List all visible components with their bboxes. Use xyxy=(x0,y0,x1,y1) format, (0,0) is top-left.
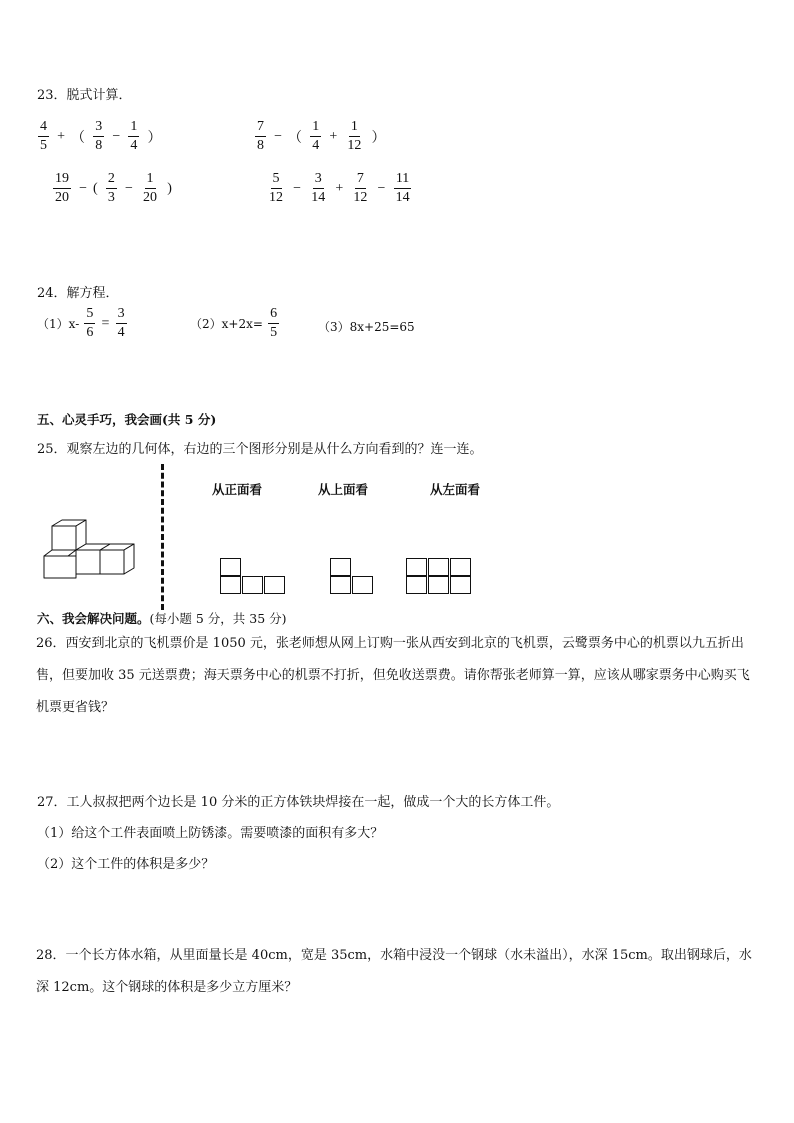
q27-stem: 27．工人叔叔把两个边长是 10 分米的正方体铁块焊接在一起，做成一个大的长方体工件。 xyxy=(37,795,560,810)
fraction: $\frac{3}{4}$ xyxy=(117,306,125,340)
q24-eq3: （3）8x+25=65 xyxy=(318,320,415,334)
q24-title: 24．解方程． xyxy=(37,286,119,301)
dashed-divider xyxy=(161,464,164,610)
q24-eq1: （1）x- $\frac{5}{6}$ = $\frac{3}{4}$ xyxy=(37,306,125,340)
fraction: $\frac{5}{6}$ xyxy=(86,306,94,340)
q23-expr4: $\frac{5}{12}$ − $\frac{3}{14}$ + $\frac{7}{12}$ − $\frac{11}{14}$ xyxy=(269,171,410,205)
view-label-left: 从左面看 xyxy=(430,482,481,497)
fraction: $\frac{7}{12}$ xyxy=(353,171,368,205)
view-label-front: 从正面看 xyxy=(212,482,263,497)
fraction: $\frac{3}{8}$ xyxy=(95,119,103,153)
q23-expr3: $\frac{19}{20}$ − ( $\frac{2}{3}$ − $\frac{1}{20}$ ) xyxy=(55,171,172,205)
fraction: $\frac{1}{12}$ xyxy=(347,119,362,153)
fraction: $\frac{5}{12}$ xyxy=(269,171,283,205)
fraction: $\frac{2}{3}$ xyxy=(107,171,115,205)
q23-expr2: $\frac{7}{8}$ − （ $\frac{1}{4}$ + $\frac{1}{12}$ ） xyxy=(257,119,386,153)
fraction: $\frac{19}{20}$ xyxy=(55,171,69,205)
fraction: $\frac{1}{20}$ xyxy=(143,171,158,205)
q23-title: 23．脱式计算． xyxy=(37,88,132,103)
q28-text: 28．一个长方体水箱，从里面量长是 40cm，宽是 35cm，水箱中浸没一个钢球（水未溢出），水深 15cm。取出钢球后，水深 12cm。这个钢球的体积是多少立方厘米？ xyxy=(36,948,752,995)
fraction: $\frac{1}{4}$ xyxy=(130,119,138,153)
q25-text: 25．观察左边的几何体，右边的三个图形分别是从什么方向看到的？连一连。 xyxy=(37,442,483,457)
fraction: $\frac{1}{4}$ xyxy=(312,119,320,153)
section5-heading: 五、心灵手巧，我会画(共 5 分) xyxy=(37,412,217,427)
view-label-top: 从上面看 xyxy=(318,482,369,497)
fraction: $\frac{3}{14}$ xyxy=(311,171,326,205)
fraction: $\frac{6}{5}$ xyxy=(270,306,278,340)
q27-sub2: （2）这个工件的体积是多少？ xyxy=(37,857,215,872)
section6-heading: 六、我会解决问题。(每小题 5 分，共 35 分) xyxy=(37,611,287,626)
q27-sub1: （1）给这个工件表面喷上防锈漆。需要喷漆的面积有多大？ xyxy=(37,826,384,841)
q26-text: 26．西安到北京的飞机票价是 1050 元，张老师想从网上订购一张从西安到北京的飞机票，云鹭票务中心的机票以九五折出售，但要加收 35 元送票费；海天票务中心的机票不打折，但免收送票费。请你帮张老师算一算，应该从哪家票务中心购买飞机票更省钱？ xyxy=(36,636,750,715)
q23-expr1: $\frac{4}{5}$ + （ $\frac{3}{8}$ − $\frac{1}{4}$ ） xyxy=(40,119,162,153)
fraction: $\frac{4}{5}$ xyxy=(40,119,47,153)
fraction: $\frac{7}{8}$ xyxy=(257,119,264,153)
q24-eq2: （2）x+2x= $\frac{6}{5}$ xyxy=(190,306,278,340)
fraction: $\frac{11}{14}$ xyxy=(395,171,410,205)
geometric-solid-figure xyxy=(38,518,144,584)
